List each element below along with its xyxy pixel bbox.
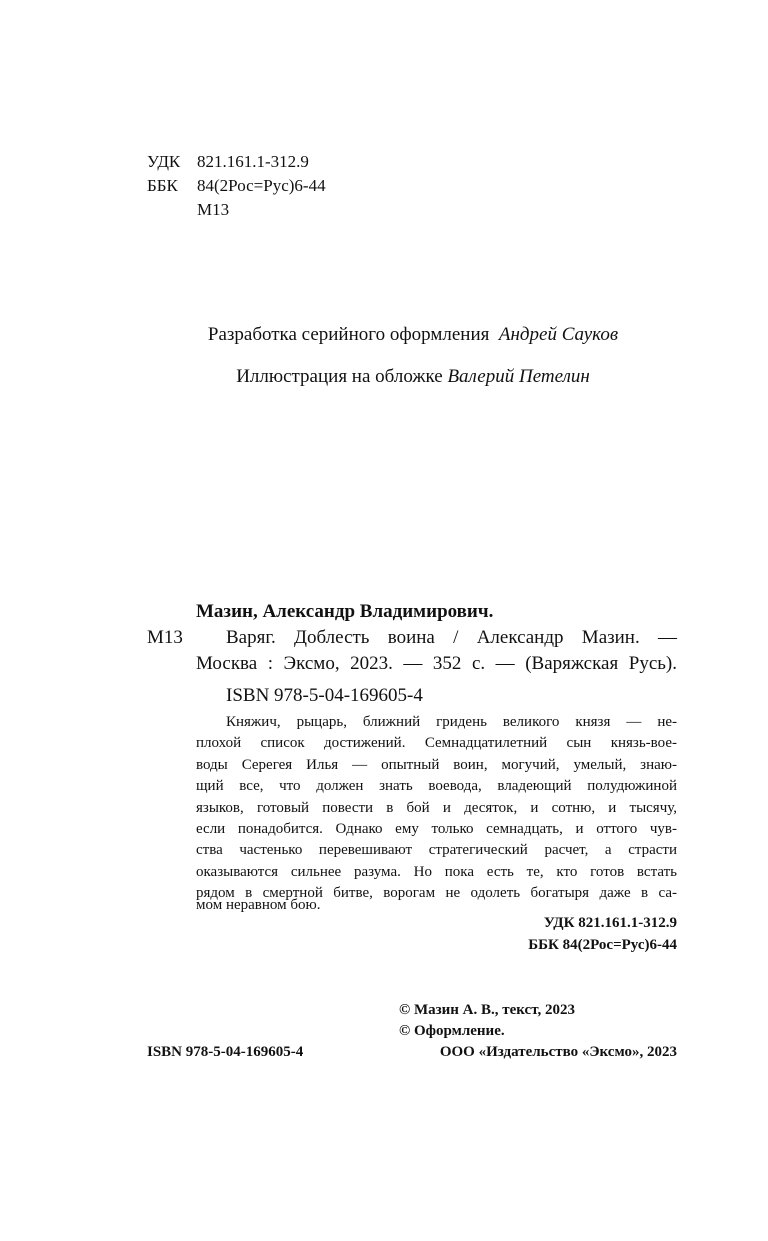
annotation-line: Княжич, рыцарь, ближний гридень великого князя — не- <box>226 714 677 730</box>
bottom-isbn: ISBN 978-5-04-169605-4 <box>147 1044 304 1060</box>
annotation-line: языков, готовый повести в бой и десяток, и сотню, и тысячу, <box>196 799 677 816</box>
annotation-line: рядом в смертной битве, ворогам не одолеть богатыря даже в са- <box>196 885 677 902</box>
illustration-credit-name: Валерий Петелин <box>447 366 590 387</box>
annotation-line: воды Серегея Илья — опытный воин, могучий, умелый, знаю- <box>196 756 677 773</box>
copyright-design: © Оформление. <box>399 1023 505 1039</box>
udk-value: 821.161.1-312.9 <box>197 152 309 171</box>
index-udk: УДК 821.161.1-312.9 <box>543 915 677 931</box>
annotation-line: ства частенько перевешивают стратегический расчет, а страсти <box>196 842 677 859</box>
annotation-line: оказываются сильнее разума. Но пока есть те, кто готов встать <box>196 863 677 880</box>
copyright-text: © Мазин А. В., текст, 2023 <box>399 1002 575 1018</box>
annotation-line: мом неравном бою. <box>196 897 321 913</box>
catalog-author-heading: Мазин, Александр Владимирович. <box>196 601 494 622</box>
illustration-credit <box>177 364 649 390</box>
design-credit-label: Разработка серийного оформления <box>207 324 490 345</box>
annotation-line: щий все, что должен знать воевода, владеющий полудюжиной <box>196 778 677 795</box>
bbk-value: 84(2Рос=Рус)6-44 <box>197 176 326 195</box>
index-bbk: ББК 84(2Рос=Рус)6-44 <box>528 937 677 953</box>
annotation-line: плохой список достижений. Семнадцатилетний сын князь-вое- <box>196 735 677 752</box>
copyright-publisher: ООО «Издательство «Эксмо», 2023 <box>439 1044 677 1060</box>
catalog-author-mark: М13 <box>147 627 183 648</box>
catalog-title-line-2: Москва : Эксмо, 2023. — 352 с. — (Варяжская Русь). <box>196 653 677 674</box>
udk-label: УДК <box>147 152 181 171</box>
annotation-line: если понадобится. Однако ему только семнадцать, и оттого чув- <box>196 821 677 837</box>
catalog-title-line-1: Варяг. Доблесть воина / Александр Мазин. — <box>226 627 677 648</box>
illustration-credit-label: Иллюстрация на обложке <box>236 366 443 387</box>
author-mark-top: М13 <box>197 200 230 219</box>
design-credit-name: Андрей Сауков <box>498 324 619 345</box>
design-credit <box>177 322 649 348</box>
catalog-isbn: ISBN 978-5-04-169605-4 <box>226 685 423 706</box>
bbk-label: ББК <box>147 176 178 195</box>
